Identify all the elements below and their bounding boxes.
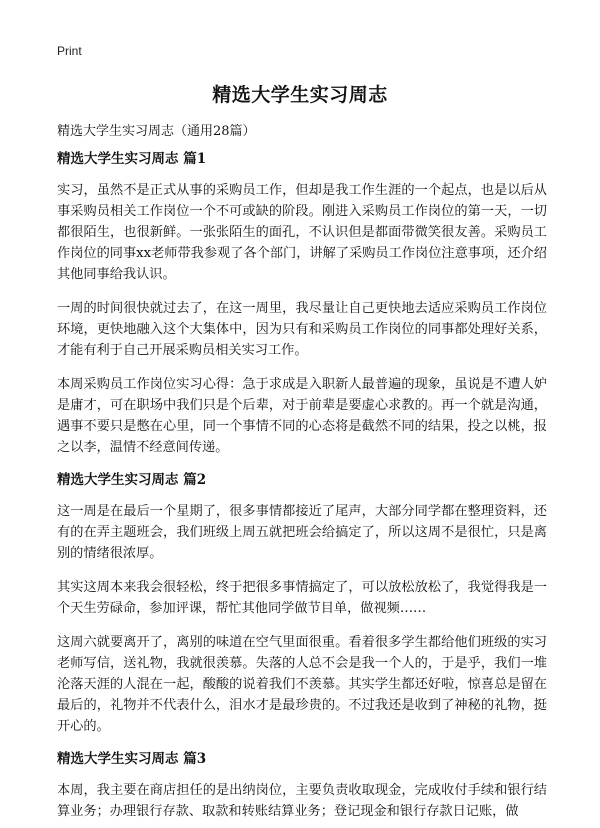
paragraph: 本周，我主要在商店担任的是出纳岗位，主要负责收取现金，完成收付手续和银行结算业务；办理银行存款、取款和转账结算业务；登记现金和银行存款日记账，做 <box>57 783 547 819</box>
paragraph: 这一周是在最后一个星期了，很多事情都接近了尾声，大部分同学都在整理资料，还有的在弄主题班会，我们班级上周五就把班会给搞定了，所以这周不是很忙，只是离别的情绪很浓厚。 <box>57 504 547 561</box>
page-title: 精选大学生实习周志 <box>212 84 388 106</box>
paragraph: 实习，虽然不是正式从事的采购员工作，但却是我工作生涯的一个起点，也是以后从事采购员相关工作岗位一个不可或缺的阶段。刚进入采购员工作岗位的第一天，一切都很陌生，也很新鲜。一张张陌生的面孔，不认识但是都面带微笑很友善。采购员工作岗位的同事xx老师带我参观了各个部门，讲解了采购员工作岗位注意事项，还介绍其他同事给我认识。 <box>57 183 547 282</box>
section-3 <box>57 750 547 822</box>
section-heading: 精选大学生实习周志 篇2 <box>57 472 207 488</box>
paragraph: 本周采购员工作岗位实习心得：急于求成是入职新人最普遍的现象，虽说是不遭人妒是庸才，可在职场中我们只是个后辈，对于前辈是要虚心求教的。再一个就是沟通，遇事不要只是憋在心里，同一个事情不同的心态将是截然不同的结果，投之以桃，报之以李，温情不经意间传递。 <box>57 377 547 455</box>
document-subtitle: 精选大学生实习周志（通用28篇） <box>57 124 256 139</box>
paragraph: 其实这周本来我会很轻松，终于把很多事情搞定了，可以放松放松了，我觉得我是一个天生劳碌命，参加评课，帮忙其他同学做节目单，做视频…… <box>57 580 547 616</box>
section-heading: 精选大学生实习周志 篇3 <box>57 751 207 767</box>
document-body <box>57 150 547 828</box>
section-1 <box>57 150 547 458</box>
print-link[interactable]: Print <box>57 44 82 58</box>
paragraph: 这周六就要离开了，离别的味道在空气里面很重。看着很多学生都给他们班级的实习老师写信，送礼物，我就很羡慕。失落的人总不会是我一个人的，于是乎，我们一堆沦落天涯的人混在一起，酸酸的说着我们不羡慕。其实学生都还好啦，惊喜总是留在最后的，礼物并不代表什么，泪水才是最珍贵的。不过我还是收到了神秘的礼物，挺开心的。 <box>57 635 547 734</box>
paragraph: 一周的时间很快就过去了，在这一周里，我尽量让自己更快地去适应采购员工作岗位环境，更快地融入这个大集体中，因为只有和采购员工作岗位的同事都处理好关系，才能有利于自己开展采购员相关实习工作。 <box>57 301 547 358</box>
section-heading: 精选大学生实习周志 篇1 <box>57 151 207 167</box>
section-2 <box>57 471 547 737</box>
